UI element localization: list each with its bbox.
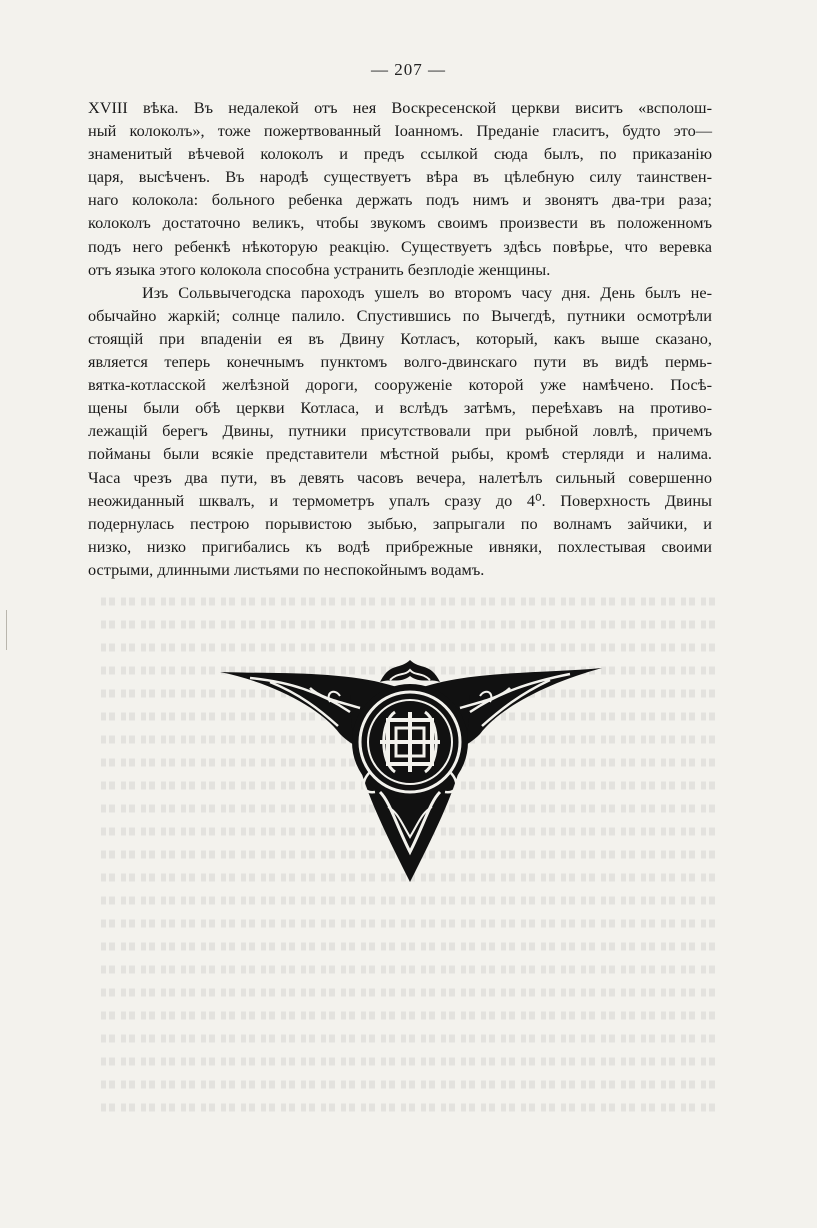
text-line: обычайно жаркій; солнце палило. Спустившись по Вычегдѣ, путники осмотрѣли — [88, 305, 712, 325]
page-number: — 207 — — [371, 60, 446, 79]
text-line: Часа чрезъ два пути, въ девять часовъ вечера, налетѣлъ сильный совершенно — [88, 467, 712, 487]
text-line: подъ него ребенкѣ нѣкоторую реакцію. Существуетъ здѣсь повѣрье, что веревка — [88, 236, 712, 256]
text-line: колоколъ достаточно великъ, чтобы звукомъ своимъ произвести въ положенномъ — [88, 213, 712, 233]
text-line: стоящій при впаденіи ея въ Двину Котласъ, который, какъ выше сказано, — [88, 328, 712, 348]
text-line: XVIII вѣка. Въ недалекой отъ нея Воскресенской церкви виситъ «всполош- — [88, 98, 712, 117]
text-line: лежащій берегъ Двины, путники присутствовали при рыбной ловлѣ, причемъ — [88, 421, 712, 441]
text-line: пойманы были всякіе представители мѣстной рыбы, кромѣ стерляди и налима. — [88, 444, 712, 464]
text-line: отъ языка этого колокола способна устранить безплодіе женщины. — [88, 259, 551, 279]
tailpiece-ornament-icon — [210, 652, 610, 884]
text-line: Изъ Сольвычегодска пароходъ ушелъ во второмъ часу дня. День былъ не- — [142, 282, 712, 302]
text-line: щены были обѣ церкви Котласа, и вслѣдъ затѣмъ, переѣхавъ на противо- — [88, 398, 712, 418]
text-line: ный колоколъ», тоже пожертвованный Іоанномъ. Преданіе гласитъ, будто это— — [88, 121, 712, 141]
text-line: знаменитый вѣчевой колоколъ и предъ ссылкой сюда былъ, по приказанію — [88, 144, 712, 164]
page-edge-mark — [6, 610, 7, 650]
text-line: является теперь конечнымъ пунктомъ волго-двинскаго пути въ видѣ пермь- — [88, 352, 712, 372]
text-line: подернулась пестрою порывистою зыбью, запрыгали по волнамъ зайчики, и — [88, 513, 712, 533]
text-line: вятка-котласской желѣзной дороги, сооруженіе которой уже намѣчено. Посѣ- — [88, 375, 712, 395]
text-line: наго колокола: больного ребенка держать подъ нимъ и звонятъ два-три раза; — [88, 190, 712, 210]
body-text — [88, 96, 712, 581]
text-line: неожиданный шквалъ, и термометръ упалъ сразу до 4⁰. Поверхность Двины — [88, 490, 712, 510]
text-line: острыми, длинными листьями по неспокойнымъ водамъ. — [88, 559, 485, 579]
text-line: низко, низко пригибались къ водѣ прибрежные ивняки, похлестывая своими — [88, 536, 712, 556]
text-line: царя, высѣченъ. Въ народѣ существуетъ вѣра въ цѣлебную силу таинствен- — [88, 167, 712, 187]
